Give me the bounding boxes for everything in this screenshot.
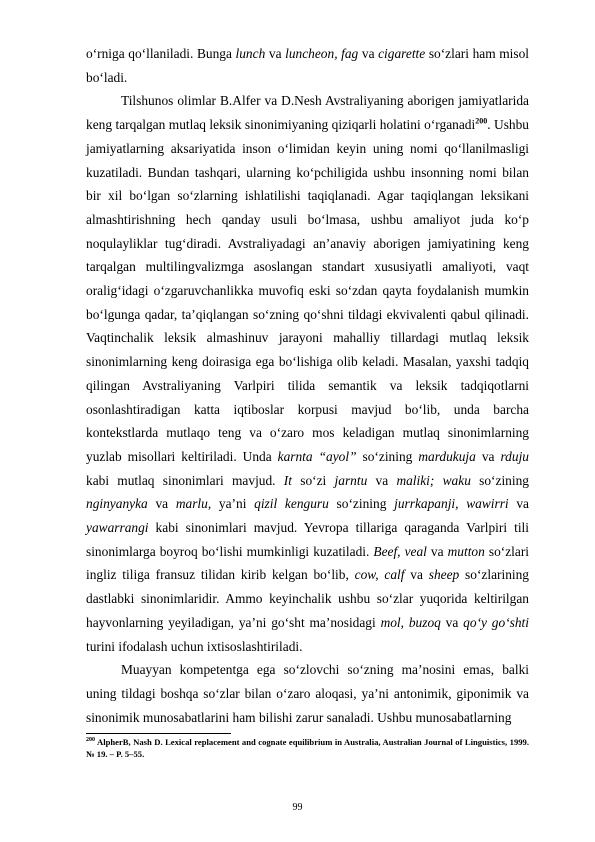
- text: va: [358, 46, 379, 61]
- footnote-number: 200: [86, 737, 95, 744]
- italic-term: jurrkapanji, wawirri: [394, 496, 509, 512]
- italic-term: mardukuja: [418, 448, 476, 464]
- text: Muayyan kompetentga ega so‘zlovchi so‘zning ma’nosini emas, balki uning tildagi boshqa so‘zlar bilan o‘zaro aloqasi, ya’ni antonimik, giponimik va sinonimik munosabatlarini ham bilishi zarur sanaladi. Ushbu munosabatlarning: [86, 662, 529, 725]
- footnote-text: AlpherB, Nash D. Lexical replacement and cognate equilibrium in Australia, Australian Journal of Linguistics, 1999. № 19. – P. 5–55.: [86, 737, 529, 760]
- text: va: [265, 46, 286, 61]
- italic-term: marlu,: [175, 496, 212, 512]
- text: so‘zining: [470, 472, 529, 488]
- text: va: [440, 614, 464, 630]
- italic-term: mutton: [447, 543, 485, 559]
- text: turini ifodalash uchun ixtisoslashtiriladi.: [86, 638, 303, 654]
- text: Tilshunos olimlar B.Alfer va D.Nesh Avstraliyaning aborigen jamiyatlarida keng tarqalgan mutlaq leksik sinonimiyaning qiziqarli holatini o‘rganadi: [86, 93, 529, 133]
- italic-term: It: [283, 472, 292, 488]
- text: va: [508, 496, 529, 512]
- text: . Ushbu jamiyatlarning aksariyatida inson o‘limidan keyin uning nomi qo‘llanilmasligi kuzatiladi. Bundan tashqari, ularning ko‘pchiligida ushbu insonning nomi bilan bir xil bo‘lgan so‘zlarning ishlatilishi taqiqlanadi. Agar taqiqlangan leksikani almashtirishning hech qanday usuli bo‘lmasa, ushbu amaliyot juda ko‘p noqulayliklar tug‘diradi. Avstraliyadagi an’anaviy aborigen jamiyatining keng tarqalgan multilingvalizmga asoslangan standart xususiyatli amaliyoti, vaqt oralig‘idagi o‘zgaruvchanlikka muvofiq eski so‘zdan qayta foydalanish mumkin bo‘lgunga qadar, ta’qiqlangan so‘zning qo‘shni tildagi ekvivalenti qabul qilinadi. Vaqtinchalik leksik almashinuv jarayoni mahalliy tillardagi mutlaq leksik sinonimlarning keng doirasiga ega bo‘lishiga olib keladi. Masalan, yaxshi tadqiq qilingan Avstraliyaning Varlpiri tilida semantik va leksik tadqiqotlarni osonlashtiradigan katta iqtiboslar korpusi mavjud bo‘lib, unda barcha kontekstlarda mutlaqo teng va o‘zaro mos keladigan mutlaq sinonimlarning yuzlab misollari keltiriladi. Unda: [86, 117, 529, 464]
- italic-term: luncheon, fag: [285, 46, 359, 61]
- footnote-reference[interactable]: 200: [475, 116, 488, 126]
- italic-term: maliki; waku: [396, 472, 471, 488]
- text: va: [426, 543, 448, 559]
- italic-term: sheep: [428, 567, 460, 583]
- text: va: [475, 448, 501, 464]
- italic-term: rduju: [500, 448, 529, 464]
- text: va: [404, 567, 429, 583]
- italic-term: qo‘y go‘shti: [463, 614, 530, 630]
- page-body: [86, 42, 529, 760]
- italic-term: cigarette: [378, 46, 426, 61]
- italic-term: jarntu: [334, 472, 368, 488]
- text: kabi sinonimlari mavjud. Yevropa tillariga qaraganda Varlpiri tili sinonimlarga boyroq bo‘lishi mumkinligi kuzatiladi.: [86, 520, 529, 559]
- paragraph-3: [86, 658, 529, 729]
- italic-term: lunch: [235, 46, 266, 61]
- italic-term: nginyanyka: [86, 496, 148, 512]
- italic-term: Beef, veal: [373, 543, 427, 559]
- text: so‘zlari ingliz tiliga fransuz tilidan kirib kelgan bo‘lib,: [86, 543, 530, 583]
- italic-term: mol, buzoq: [380, 614, 441, 630]
- footnote-divider: [86, 733, 231, 734]
- text: so‘zining: [356, 448, 419, 464]
- text: o‘rniga qo‘llaniladi. Bunga: [86, 46, 236, 61]
- paragraph-1: [86, 42, 529, 89]
- text: ya’ni: [211, 496, 255, 512]
- italic-term: karnta “ayol”: [277, 448, 357, 464]
- italic-term: yawarrangi: [86, 520, 149, 536]
- paragraph-2: [86, 89, 529, 658]
- page-number: 99: [292, 802, 303, 813]
- italic-term: qizil kenguru: [254, 496, 329, 512]
- italic-term: cow, calf: [354, 567, 405, 583]
- text: so‘zlari ham misol bo‘ladi.: [86, 46, 529, 85]
- text: va: [367, 472, 397, 488]
- text: so‘zi: [291, 472, 335, 488]
- text: so‘zlarining dastlabki sinonimlaridir. Ammo keyinchalik ushbu so‘zlar yuqorida keltirilgan hayvonlarning yeyiladigan, ya’ni go‘sht ma’nosidagi: [86, 567, 530, 630]
- text: va: [147, 496, 176, 512]
- footnote: [86, 736, 529, 760]
- text: kabi mutlaq sinonimlari mavjud.: [86, 472, 284, 488]
- text: so‘zining: [328, 496, 395, 512]
